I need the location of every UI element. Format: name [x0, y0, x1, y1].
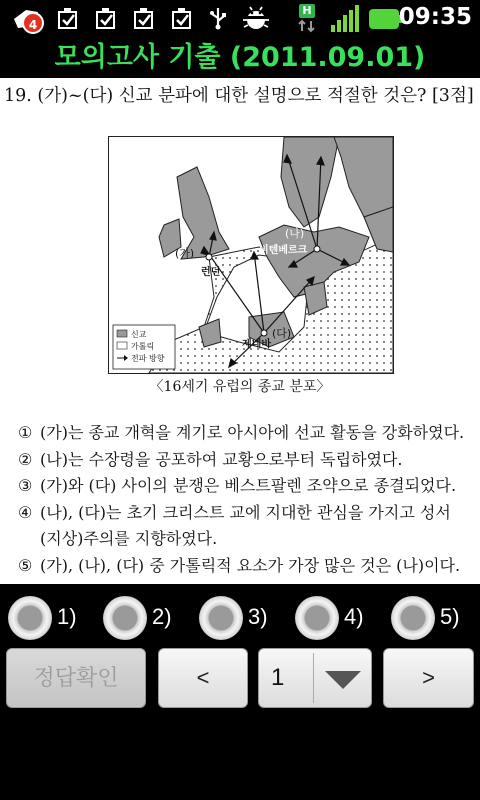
usb-icon — [206, 6, 230, 30]
clock: 09:35 — [398, 4, 472, 30]
checkbox-icon — [56, 6, 80, 30]
h-network-icon — [296, 4, 318, 34]
answer-radio-3[interactable] — [199, 596, 243, 640]
choice-number: ④ — [18, 502, 33, 522]
checkbox-icon — [170, 6, 194, 30]
legend-catholic: 가톨릭 — [131, 342, 155, 351]
map-label-da: (다) — [272, 327, 292, 340]
choice-number: ⑤ — [18, 555, 33, 575]
choice-text: (나), (다)는 초기 크리스트 교에 지대한 관심을 가지고 성서 — [40, 502, 451, 522]
choice-list — [18, 420, 478, 579]
check-answer-button[interactable]: 정답확인 — [6, 648, 146, 708]
choice-4 — [18, 500, 478, 553]
map-caption: 〈16세기 유럽의 종교 분포〉 — [149, 379, 331, 395]
map-label-ga: (가) — [175, 247, 195, 260]
answer-radio-2[interactable] — [103, 596, 147, 640]
notification-count-badge: 4 — [22, 12, 44, 34]
map-graphic — [109, 137, 393, 373]
choice-number: ③ — [18, 476, 33, 495]
answer-label-1[interactable]: 1) — [57, 604, 77, 629]
legend-protestant: 신교 — [131, 330, 147, 339]
choice-text: (나)는 수장령을 공포하여 교황으로부터 독립하였다. — [40, 449, 403, 469]
choice-text: (가), (나), (다) 중 가톨릭적 요소가 가장 많은 것은 (나)이다. — [40, 555, 461, 575]
map-label-na: (나) — [285, 227, 305, 240]
choice-text: (가)와 (다) 사이의 분쟁은 베스트팔렌 조약으로 종결되었다. — [40, 476, 457, 495]
checkbox-icon — [94, 6, 118, 30]
answer-label-5[interactable]: 5) — [440, 604, 460, 629]
prev-button[interactable]: < — [158, 648, 248, 708]
android-debug-icon — [242, 6, 270, 30]
chevron-down-icon[interactable] — [325, 671, 361, 689]
choice-2 — [18, 447, 478, 474]
map-label-london: 런던 — [201, 267, 221, 278]
answer-radio-4[interactable] — [295, 596, 339, 640]
choice-1 — [18, 420, 478, 447]
answer-label-3[interactable]: 3) — [248, 604, 268, 629]
choice-5 — [18, 553, 478, 580]
legend-spread: 전파 방향 — [131, 354, 165, 363]
choice-text: (가)는 종교 개혁을 계기로 아시아에 선교 활동을 강화하였다. — [40, 423, 465, 442]
page-select-divider — [313, 653, 314, 703]
question-panel — [0, 78, 480, 584]
choice-number: ① — [18, 423, 33, 442]
answer-options — [0, 596, 480, 644]
map-label-wittenberg: 비텐베르크 — [259, 245, 308, 256]
question-text: 19. (가)~(다) 신교 분파에 대한 설명으로 적절한 것은? [3점] — [4, 86, 474, 106]
page-select-value: 1 — [271, 664, 285, 691]
answer-radio-1[interactable] — [8, 596, 52, 640]
next-button[interactable]: > — [383, 648, 474, 708]
answer-label-4[interactable]: 4) — [344, 604, 364, 629]
data-activity-icon — [296, 19, 318, 33]
answer-label-2[interactable]: 2) — [152, 604, 172, 629]
map-label-geneva: 제네바 — [242, 339, 271, 350]
europe-religion-map — [108, 136, 394, 374]
map-legend — [113, 325, 175, 369]
checkbox-icon — [132, 6, 156, 30]
answer-radio-5[interactable] — [391, 596, 435, 640]
signal-icon — [330, 5, 360, 33]
choice-text-continued: (지상)주의를 지향하였다. — [40, 529, 218, 548]
status-bar — [0, 0, 480, 38]
choice-3 — [18, 473, 478, 500]
page-title: 모의고사 기출 (2011.09.01) — [0, 38, 480, 78]
choice-number: ② — [18, 449, 33, 469]
page-select[interactable] — [258, 648, 372, 708]
network-type-label: H — [299, 4, 315, 18]
